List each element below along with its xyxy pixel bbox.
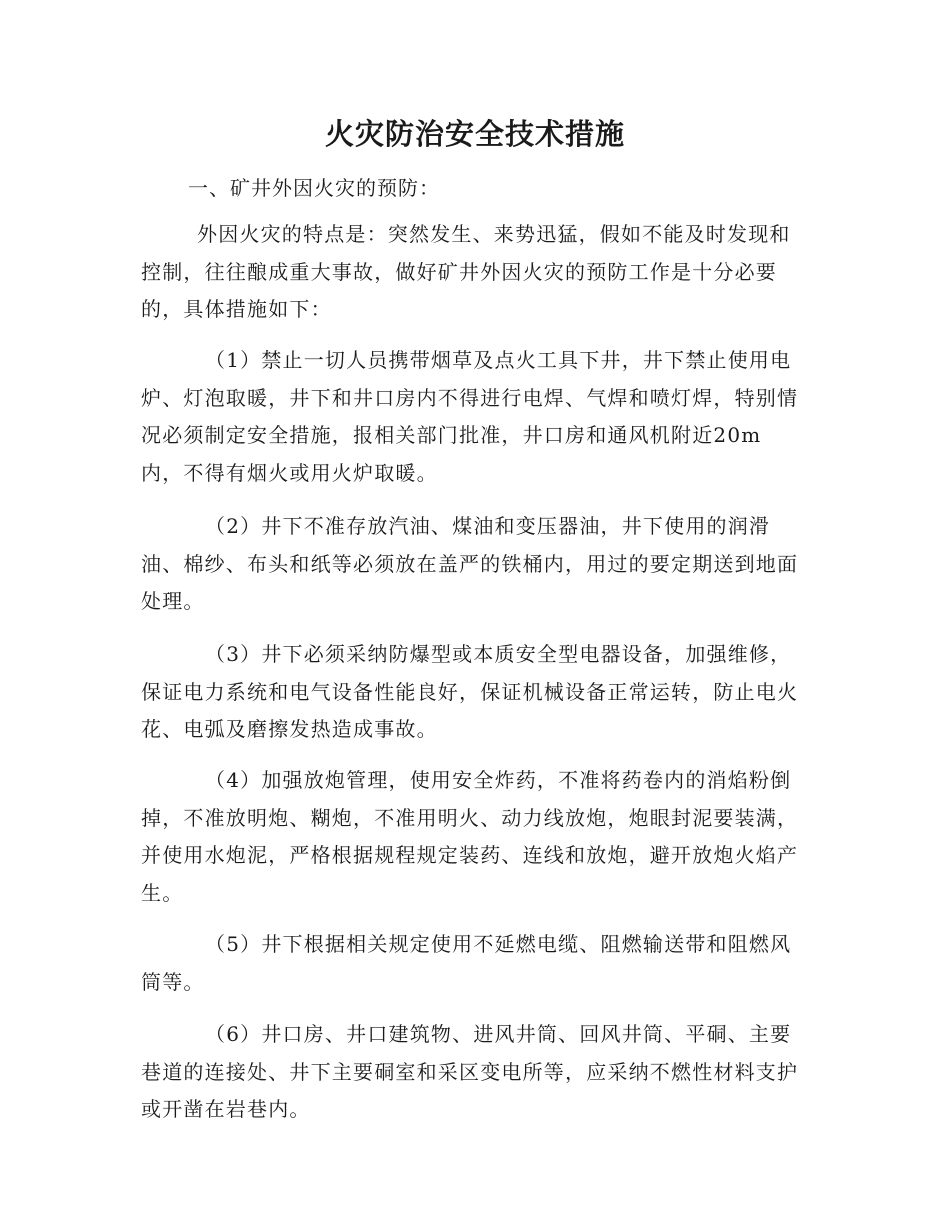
section-heading: 一、矿井外因火灾的预防： [188,176,440,200]
measure-item-3: （3）井下必须采纳防爆型或本质安全型电器设备，加强维修，保证电力系统和电气设备性能良好，保证机械设备正常运转，防止电火花、电弧及磨擦发热造成事故。 [141,642,799,741]
measure-item-5: （5）井下根据相关规定使用不延燃电缆、阻燃输送带和阻燃风筒等。 [141,932,792,994]
measure-item-4: （4）加强放炮管理，使用安全炸药，不准将药卷内的消焰粉倒掉，不准放明炮、糊炮，不准用明火、动力线放炮，炮眼封泥要装满，并使用水炮泥，严格根据规程规定装药、连线和放炮，避开放炮火焰产生。 [141,768,799,905]
intro-paragraph: 外因火灾的特点是：突然发生、来势迅猛，假如不能及时发现和控制，往往酿成重大事故，做好矿井外因火灾的预防工作是十分必要的，具体措施如下： [141,222,791,321]
measure-item-1: （1）禁止一切人员携带烟草及点火工具下井，井下禁止使用电炉、灯泡取暖，井下和井口房内不得进行电焊、气焊和喷灯焊，特别情况必须制定安全措施，报相关部门批准，井口房和通风机附近20m内，不得有烟火或用火炉取暖。 [141,348,799,485]
measure-item-6: （6）井口房、井口建筑物、进风井筒、回风井筒、平硐、主要巷道的连接处、井下主要硐室和采区变电所等，应采纳不燃性材料支护或开凿在岩巷内。 [141,1022,799,1121]
document-title: 火灾防治安全技术措施 [324,117,625,151]
measure-item-2: （2）井下不准存放汽油、煤油和变压器油，井下使用的润滑油、棉纱、布头和纸等必须放在盖严的铁桶内，用过的要定期送到地面处理。 [141,514,799,613]
